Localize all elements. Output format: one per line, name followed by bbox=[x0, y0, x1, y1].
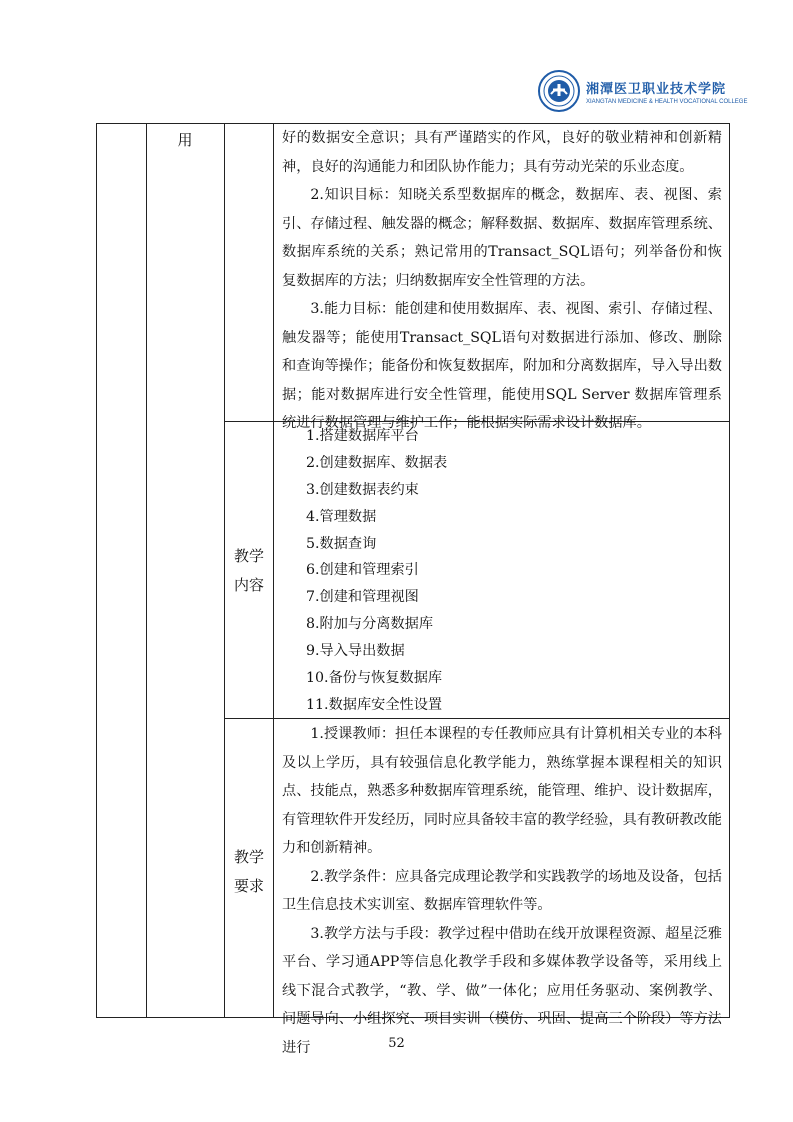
teaching-requirements-label bbox=[224, 843, 274, 901]
table-col-divider-1 bbox=[146, 123, 147, 1018]
teaching-requirements-label-line-2: 要求 bbox=[233, 877, 264, 895]
table-border-left bbox=[96, 123, 97, 1018]
list-item: 3.创建数据表约束 bbox=[306, 481, 419, 498]
column-category-label: 用 bbox=[177, 131, 193, 149]
objective-paragraph-3: 3.能力目标：能创建和使用数据库、表、视图、索引、存储过程、触发器等；能使用Transact_SQL语句对数据进行添加、修改、删除和查询等操作；能备份和恢复数据库，附加和分离数据库，导入导出数据；能对数据库进行安全性管理，能使用SQL Server 数据库管理系统进行数据管理与维护工作；能根据实际需求设计数据库。 bbox=[282, 301, 722, 431]
objective-paragraph-1: 好的数据安全意识；具有严谨踏实的作风，良好的敬业精神和创新精神，良好的沟通能力和团队协作能力；具有劳动光荣的乐业态度。 bbox=[282, 130, 722, 175]
objectives-cell bbox=[282, 124, 722, 438]
list-item: 10.备份与恢复数据库 bbox=[306, 670, 443, 687]
requirement-paragraph-1: 1.授课教师：担任本课程的专任教师应具有计算机相关专业的本科及以上学历，具有较强信息化教学能力，熟练掌握本课程相关的知识点、技能点，熟悉多种数据库管理系统，能管理、维护、设计数据库，有管理软件开发经历，同时应具备较丰富的教学经验，具有教研教改能力和创新精神。 bbox=[282, 726, 722, 856]
list-item: 4.管理数据 bbox=[306, 508, 377, 525]
list-item: 6.创建和管理索引 bbox=[306, 562, 419, 579]
list-item: 1.搭建数据库平台 bbox=[306, 428, 419, 444]
list-item: 8.附加与分离数据库 bbox=[306, 616, 434, 633]
requirement-paragraph-3: 3.教学方法与手段：教学过程中借助在线开放课程资源、超星泛雅平台、学习通APP等信息化教学手段和多媒体教学设备等，采用线上线下混合式教学，“教、学、做”一体化；应用任务驱动、案例教学、问题导向、小组探究、项目实训（模仿、巩固、提高三个阶段）等方法进行 bbox=[282, 925, 722, 1056]
objective-paragraph-2: 2.知识目标：知晓关系型数据库的概念，数据库、表、视图、索引、存储过程、触发器的概念；解释数据、数据库、数据库管理系统、数据库系统的关系；熟记常用的Transact_SQL语句；列举备份和恢复数据库的方法；归纳数据库安全性管理的方法。 bbox=[282, 187, 722, 289]
teaching-requirements-cell bbox=[282, 720, 722, 1062]
logo-chinese-name: 湘潭医卫职业技术学院 bbox=[586, 81, 727, 97]
teaching-content-label-line-2: 内容 bbox=[233, 576, 264, 594]
college-logo bbox=[538, 68, 748, 114]
list-item: 2.创建数据库、数据表 bbox=[306, 454, 448, 471]
list-item: 11.数据库安全性设置 bbox=[306, 696, 443, 713]
logo-english-name: XIANGTAN MEDICINE & HEALTH VOCATIONAL COLLEGE bbox=[586, 98, 748, 105]
list-item: 7.创建和管理视图 bbox=[306, 589, 419, 606]
page-number: 52 bbox=[388, 1036, 405, 1051]
table-row-divider-2 bbox=[224, 718, 730, 719]
college-emblem-icon bbox=[538, 70, 580, 112]
teaching-requirements-label-line-1: 教学 bbox=[233, 848, 264, 866]
list-item: 5.数据查询 bbox=[306, 535, 377, 552]
list-item: 9.导入导出数据 bbox=[306, 643, 405, 660]
requirement-paragraph-2: 2.教学条件：应具备完成理论教学和实践教学的场地及设备，包括卫生信息技术实训室、数据库管理软件等。 bbox=[282, 868, 722, 913]
teaching-content-label bbox=[224, 542, 274, 600]
table-border-right bbox=[729, 123, 730, 1018]
teaching-content-list bbox=[306, 423, 447, 719]
teaching-content-label-line-1: 教学 bbox=[233, 547, 264, 565]
